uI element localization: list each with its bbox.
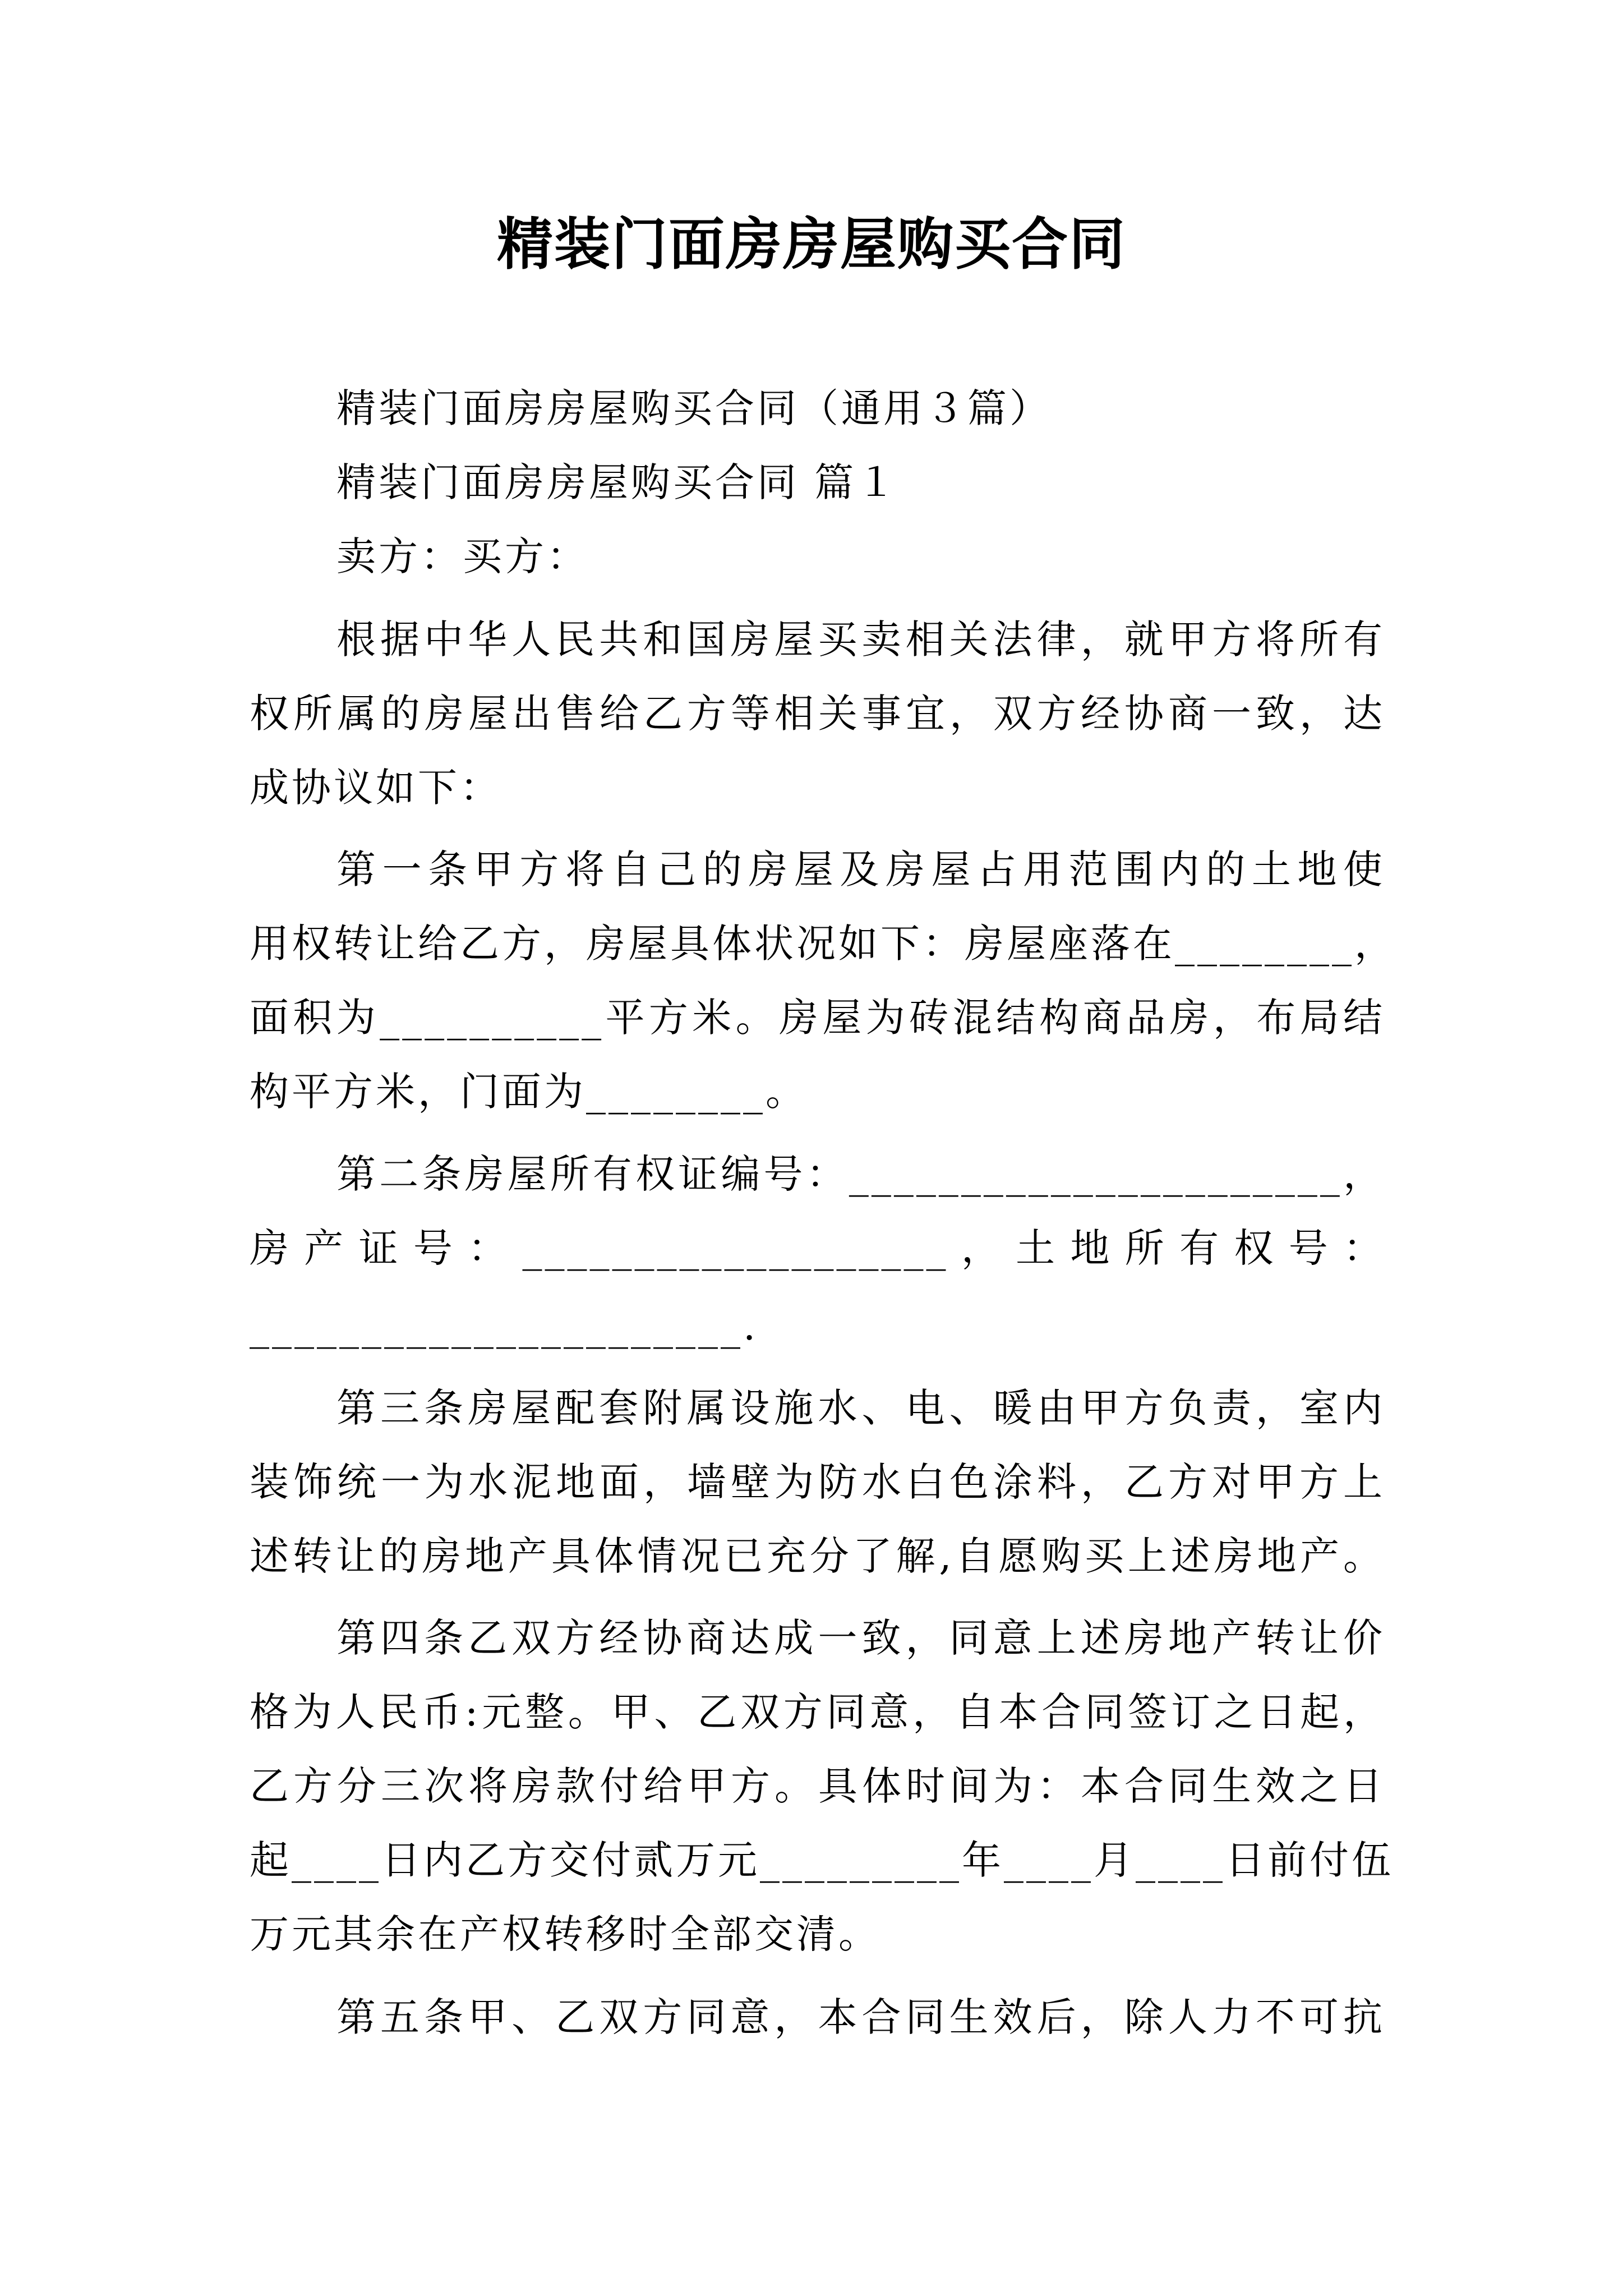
paragraph-line: ______________________.: [250, 1303, 759, 1349]
paragraph-line: 起____日内乙方交付贰万元_________年____月____日前付伍: [250, 1837, 1394, 1883]
paragraph-line: 构平方米，门面为________。: [250, 1069, 808, 1115]
paragraph-line: 第一条甲方将自己的房屋及房屋占用范围内的土地使: [336, 846, 1385, 892]
paragraph-line: 第四条乙双方经协商达成一致，同意上述房地产转让价: [336, 1615, 1385, 1661]
paragraph-line: 权所属的房屋出售给乙方等相关事宜，双方经协商一致，达: [250, 691, 1385, 737]
document-title: 精装门面房房屋购买合同: [497, 211, 1126, 277]
paragraph-line: 第二条房屋所有权证编号：______________________，: [336, 1151, 1385, 1197]
paragraph-line: 第三条房屋配套附属设施水、电、暖由甲方负责，室内: [336, 1385, 1385, 1431]
paragraph-line: 用权转让给乙方，房屋具体状况如下：房屋座落在________，: [250, 921, 1396, 967]
section-heading: 精装门面房房屋购买合同 篇１: [336, 459, 899, 505]
paragraph-line: 根据中华人民共和国房屋买卖相关法律，就甲方将所有: [336, 616, 1385, 662]
paragraph-line: 述转让的房地产具体情况已充分了解,自愿购买上述房地产。: [250, 1533, 1385, 1579]
paragraph-line: 装饰统一为水泥地面，墙壁为防水白色涂料，乙方对甲方上: [250, 1459, 1385, 1505]
paragraph-line: 成协议如下：: [250, 765, 502, 811]
paragraph-line: 乙方分三次将房款付给甲方。具体时间为：本合同生效之日: [250, 1763, 1385, 1809]
paragraph-line: 格为人民币:元整。甲、乙双方同意，自本合同签订之日起，: [250, 1689, 1385, 1735]
paragraph-line: 面积为__________平方米。房屋为砖混结构商品房，布局结: [250, 995, 1385, 1041]
parties-line: 卖方：买方：: [336, 533, 589, 579]
paragraph-line: 万元其余在产权转移时全部交清。: [250, 1911, 880, 1957]
paragraph-line: 第五条甲、乙双方同意，本合同生效后，除人力不可抗: [336, 1994, 1385, 2040]
paragraph-line: 房产证号：___________________，土地所有权号：: [250, 1225, 1385, 1271]
subtitle-line: 精装门面房房屋购买合同（通用３篇）: [336, 385, 1052, 431]
